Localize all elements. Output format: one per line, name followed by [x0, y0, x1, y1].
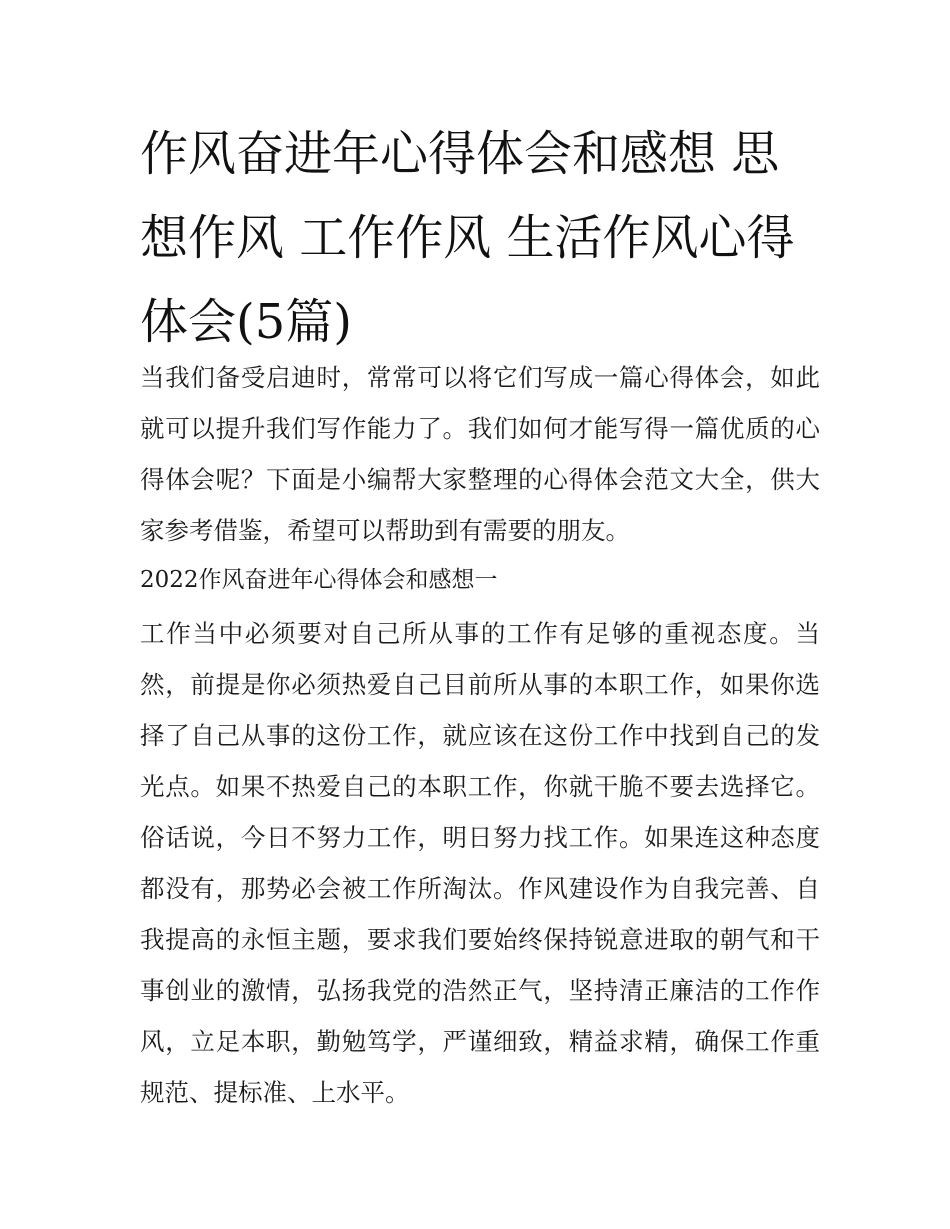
intro-paragraph: 当我们备受启迪时，常常可以将它们写成一篇心得体会，如此就可以提升我们写作能力了。我们如何才能写得一篇优质的心得体会呢？下面是小编帮大家整理的心得体会范文大全，供大家参考借鉴，希望可以帮助到有需要的朋友。 [140, 363, 820, 545]
section-heading: 2022作风奋进年心得体会和感想一 [140, 567, 498, 593]
body-paragraph: 工作当中必须要对自己所从事的工作有足够的重视态度。当然，前提是你必须热爱自己目前所从事的本职工作，如果你选择了自己从事的这份工作，就应该在这份工作中找到自己的发光点。如果不热爱自己的本职工作，你就干脆不要去选择它。俗话说，今日不努力工作，明日努力找工作。如果连这种态度都没有，那势必会被工作所淘汰。作风建设作为自我完善、自我提高的永恒主题，要求我们要始终保持锐意进取的朝气和干事创业的激情，弘扬我党的浩然正气，坚持清正廉洁的工作作风，立足本职，勤勉笃学，严谨细致，精益求精，确保工作重规范、提标准、上水平。 [140, 619, 820, 1107]
document-title: 作风奋进年心得体会和感想 思想作风 工作作风 生活作风心得体会(5篇) [140, 126, 795, 350]
